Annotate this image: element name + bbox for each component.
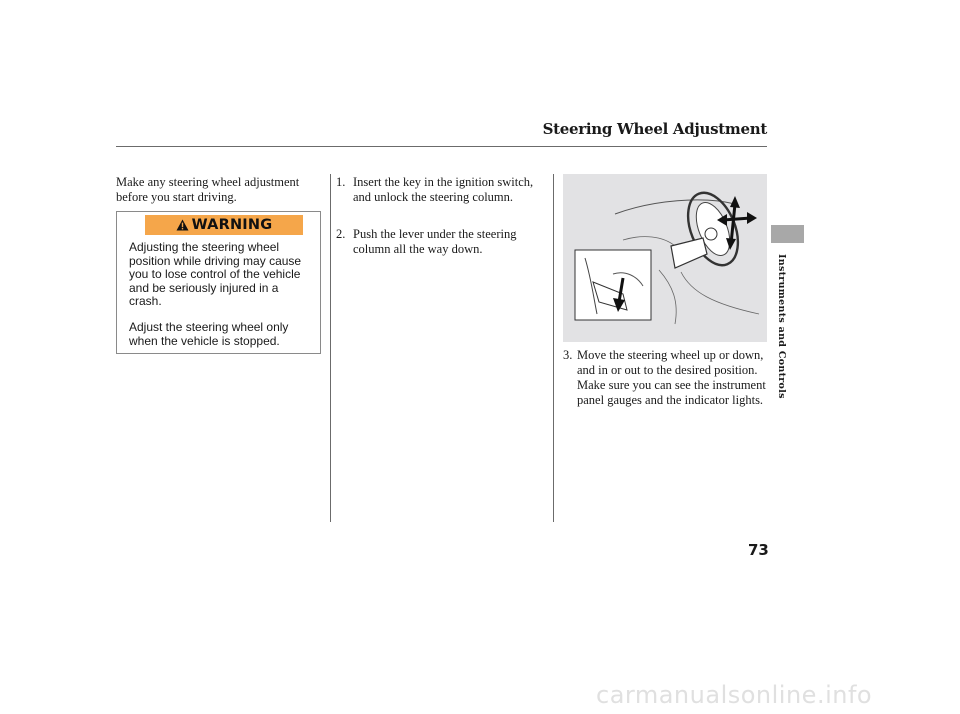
section-tab-label: Instruments and Controls [776,254,787,399]
warning-paragraph-1: Adjusting the steering wheel position while driving may cause you to lose control of the vehicle and be seriously injured in a crash. [129,240,302,308]
step-number: 1. [336,175,346,189]
step-2 [336,227,536,257]
warning-triangle-icon [176,219,189,231]
step-3 [563,348,767,408]
step-1 [336,175,536,205]
watermark: carmanualsonline.info [596,681,873,709]
page-title: Steering Wheel Adjustment [542,120,767,138]
warning-banner [145,215,303,235]
step-number: 2. [336,227,346,241]
steering-wheel-drawing [563,174,767,342]
section-tab-marker [771,225,804,243]
warning-box [116,211,321,354]
warning-label: WARNING [191,217,273,233]
steering-wheel-illustration [563,174,767,342]
column-divider-right [553,174,554,522]
step-number: 3. [563,348,573,362]
step-text: Move the steering wheel up or down, and in or out to the desired position. Make sure you can see the instrument panel gauges and the indicator lights. [577,348,766,407]
header-rule [116,146,767,147]
page-number: 73 [748,541,769,559]
step-text: Insert the key in the ignition switch, and unlock the steering column. [353,175,534,204]
step-text: Push the lever under the steering column all the way down. [353,227,517,256]
intro-text: Make any steering wheel adjustment before you start driving. [116,175,300,204]
warning-paragraph-2: Adjust the steering wheel only when the vehicle is stopped. [129,320,289,348]
column-divider-left [330,174,331,522]
